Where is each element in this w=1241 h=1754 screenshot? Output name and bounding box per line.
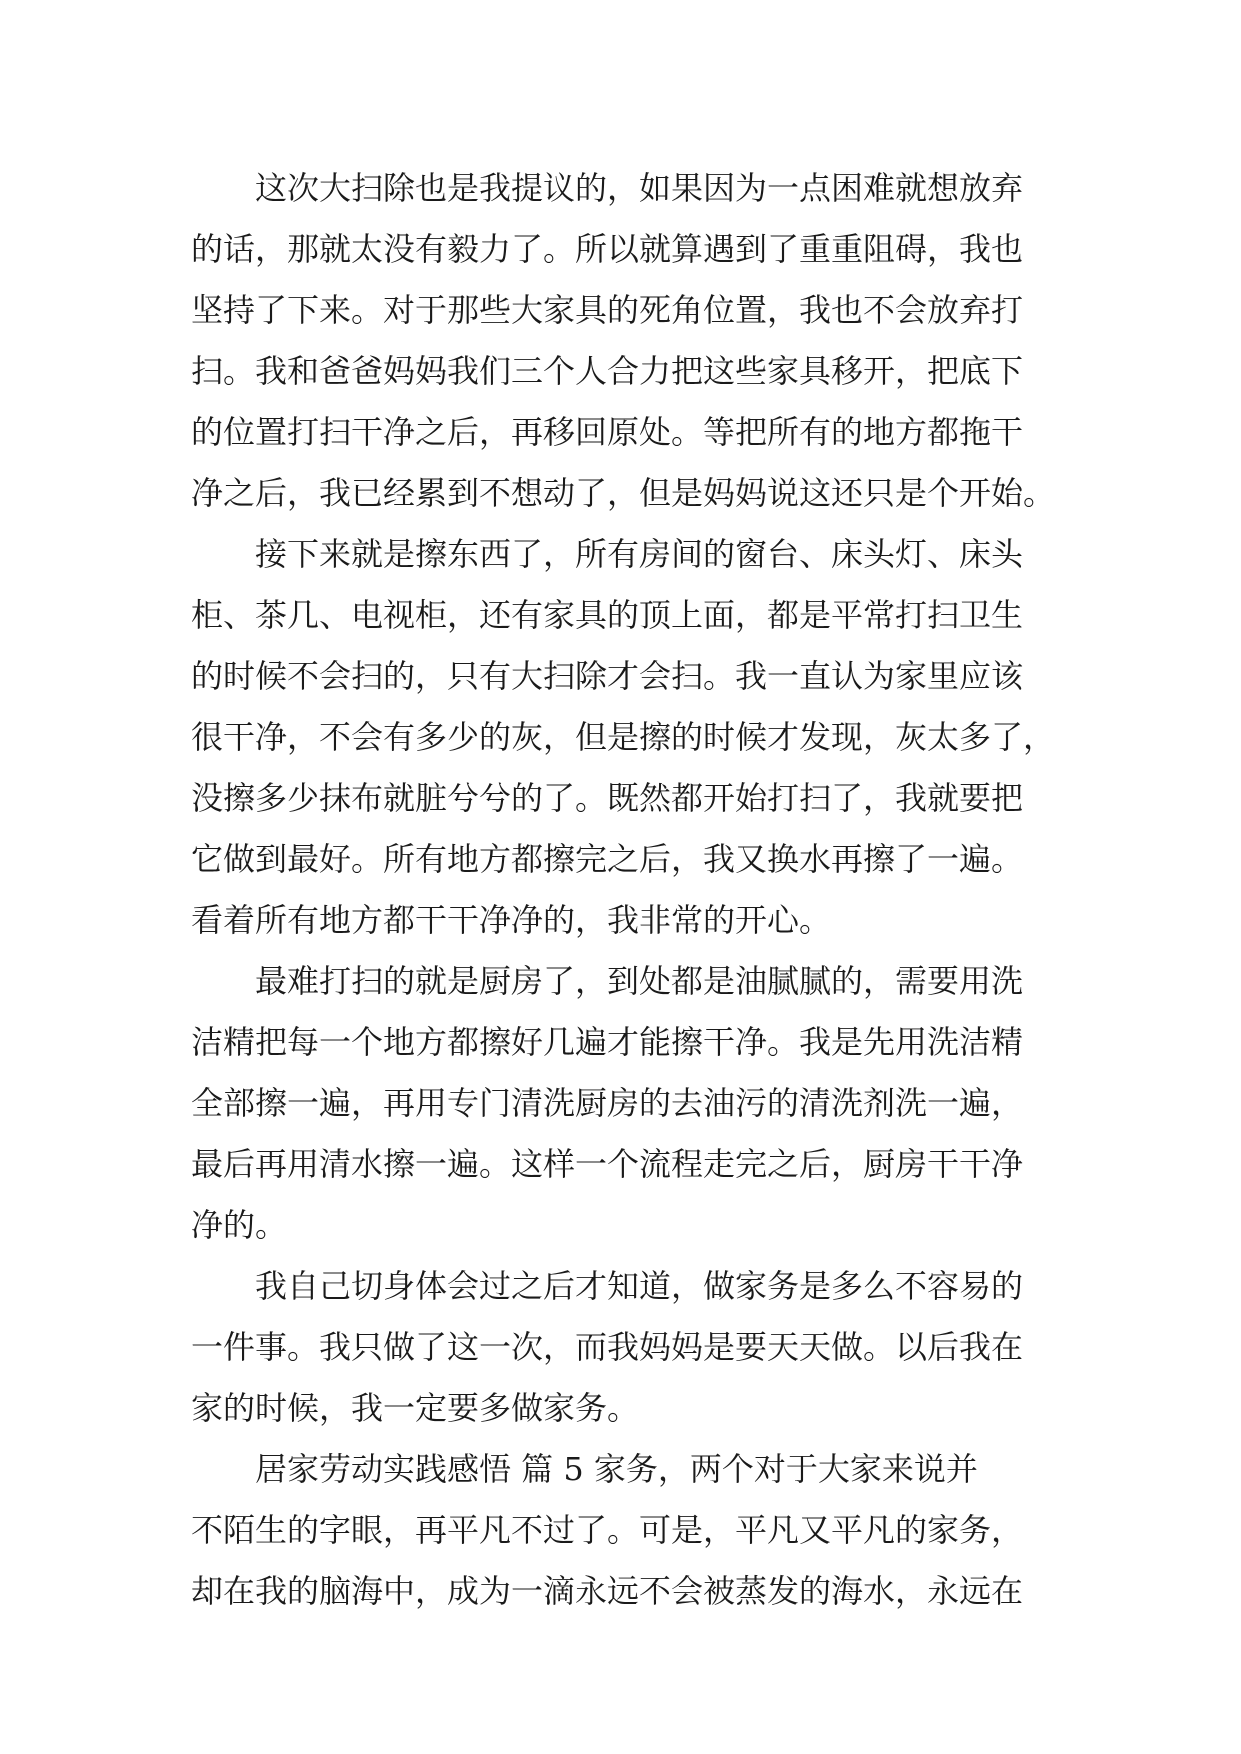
text-line: 净的。 [191, 1206, 288, 1244]
text-line: 扫。我和爸爸妈妈我们三个人合力把这些家具移开，把底下 [191, 352, 1024, 390]
text-line: 最后再用清水擦一遍。这样一个流程走完之后，厨房干干净 [191, 1145, 1024, 1183]
document-body [191, 158, 1071, 1622]
text-line: 居家劳动实践感悟 篇 5 家务，两个对于大家来说并 [255, 1450, 978, 1488]
text-line: 很干净，不会有多少的灰，但是擦的时候才发现，灰太多了， [191, 718, 1056, 756]
text-line: 它做到最好。所有地方都擦完之后，我又换水再擦了一遍。 [191, 840, 1024, 878]
text-line: 最难打扫的就是厨房了，到处都是油腻腻的，需要用洗 [255, 962, 1024, 1000]
text-line: 坚持了下来。对于那些大家具的死角位置，我也不会放弃打 [191, 291, 1024, 329]
paragraph-reflection [191, 1256, 1071, 1439]
paragraph-kitchen [191, 951, 1071, 1256]
paragraph-cleaning-furniture [191, 158, 1071, 524]
text-line: 洁精把每一个地方都擦好几遍才能擦干净。我是先用洗洁精 [191, 1023, 1024, 1061]
text-line: 没擦多少抹布就脏兮兮的了。既然都开始打扫了，我就要把 [191, 779, 1024, 817]
text-line: 的时候不会扫的，只有大扫除才会扫。我一直认为家里应该 [191, 657, 1024, 695]
text-line: 柜、茶几、电视柜，还有家具的顶上面，都是平常打扫卫生 [191, 596, 1024, 634]
text-line: 我自己切身体会过之后才知道，做家务是多么不容易的 [255, 1267, 1024, 1305]
text-line: 家的时候，我一定要多做家务。 [191, 1389, 640, 1427]
text-line: 净之后，我已经累到不想动了，但是妈妈说这还只是个开始。 [191, 474, 1056, 512]
text-line: 的话，那就太没有毅力了。所以就算遇到了重重阻碍，我也 [191, 230, 1024, 268]
text-line: 看着所有地方都干干净净的，我非常的开心。 [191, 901, 832, 939]
text-line: 接下来就是擦东西了，所有房间的窗台、床头灯、床头 [255, 535, 1024, 573]
paragraph-wiping-dust [191, 524, 1071, 951]
text-line: 的位置打扫干净之后，再移回原处。等把所有的地方都拖干 [191, 413, 1024, 451]
paragraph-article-5 [191, 1439, 1071, 1622]
text-line: 这次大扫除也是我提议的，如果因为一点困难就想放弃 [255, 169, 1024, 207]
text-line: 一件事。我只做了这一次，而我妈妈是要天天做。以后我在 [191, 1328, 1024, 1366]
text-line: 不陌生的字眼，再平凡不过了。可是，平凡又平凡的家务， [191, 1511, 1024, 1549]
text-line: 全部擦一遍，再用专门清洗厨房的去油污的清洗剂洗一遍， [191, 1084, 1024, 1122]
text-line: 却在我的脑海中，成为一滴永远不会被蒸发的海水，永远在 [191, 1572, 1024, 1610]
